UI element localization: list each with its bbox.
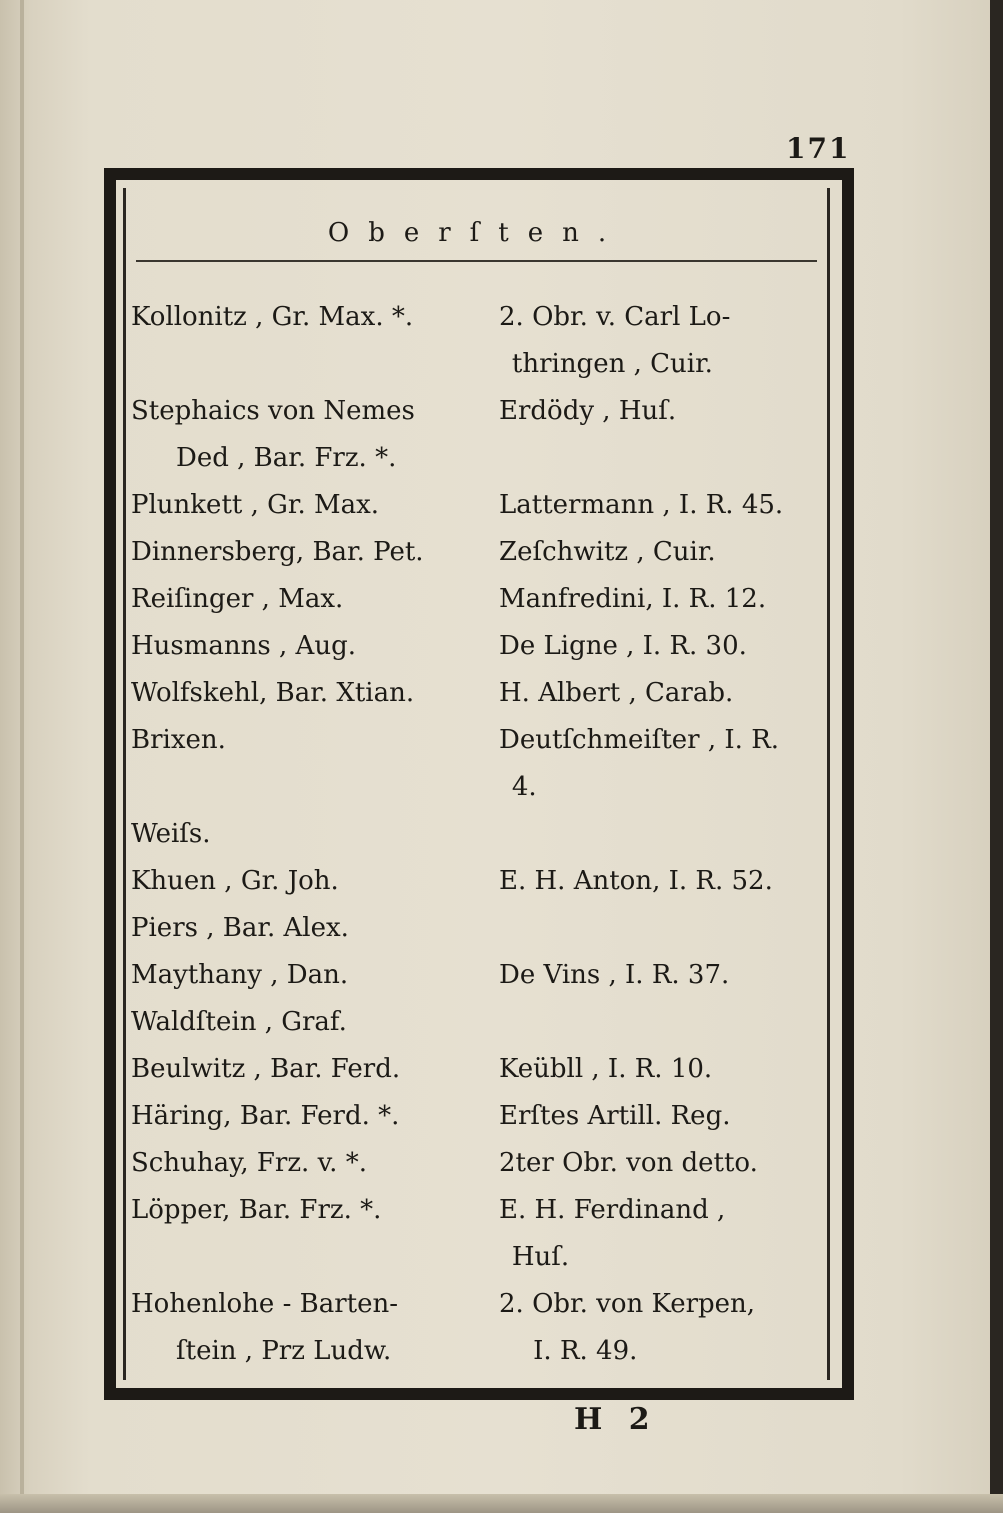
officer-name: Beulwitz , Bar. Ferd. xyxy=(131,1054,401,1084)
officer-name: Khuen , Gr. Joh. xyxy=(131,866,339,896)
officer-name: Schuhay, Frz. v. *. xyxy=(131,1148,367,1178)
regiment: De Ligne , I. R. 30. xyxy=(499,631,747,661)
regiment: De Vins , I. R. 37. xyxy=(499,960,730,990)
regiment: 4. xyxy=(511,772,537,802)
table-row xyxy=(131,905,831,952)
regiment: Erdödy , Huſ. xyxy=(499,396,677,426)
table-inner xyxy=(123,188,830,1380)
table-row xyxy=(131,435,831,482)
regiment: Lattermann , I. R. 45. xyxy=(499,490,784,520)
officer-name: Stephaics von Nemes xyxy=(131,396,415,426)
regiment xyxy=(499,905,829,952)
regiment: Huſ. xyxy=(511,1242,570,1272)
table-row xyxy=(131,1187,831,1234)
table-row xyxy=(131,999,831,1046)
table-row xyxy=(131,1046,831,1093)
regiment: Zeſchwitz , Cuir. xyxy=(499,537,716,567)
officer-list xyxy=(131,294,831,1375)
table-row xyxy=(131,764,831,811)
table-row xyxy=(131,482,831,529)
table-row xyxy=(131,1234,831,1281)
regiment: 2. Obr. v. Carl Lo- xyxy=(499,302,731,332)
regiment: I. R. 49. xyxy=(533,1336,638,1366)
regiment: thringen , Cuir. xyxy=(511,349,713,379)
regiment xyxy=(499,999,829,1046)
table-frame xyxy=(104,168,854,1400)
table-row xyxy=(131,388,831,435)
table-row xyxy=(131,529,831,576)
officer-name: Ded , Bar. Frz. *. xyxy=(176,443,397,473)
officer-name: Husmanns , Aug. xyxy=(131,631,356,661)
officer-name: Waldſtein , Graf. xyxy=(131,1007,347,1037)
regiment xyxy=(499,811,829,858)
table-row xyxy=(131,576,831,623)
section-title: Oberſten. xyxy=(327,218,626,248)
officer-name: Wolfskehl, Bar. Xtian. xyxy=(131,678,415,708)
gutter-line xyxy=(20,0,24,1513)
officer-name: Hohenlohe - Barten- xyxy=(131,1289,399,1319)
officer-name xyxy=(131,341,487,388)
table-row xyxy=(131,1140,831,1187)
regiment: Manfredini, I. R. 12. xyxy=(499,584,767,614)
officer-name: Kollonitz , Gr. Max. *. xyxy=(131,302,414,332)
officer-name xyxy=(131,1234,487,1281)
regiment: 2. Obr. von Kerpen, xyxy=(499,1289,756,1319)
page-number: 171 xyxy=(786,132,851,165)
signature-mark: H 2 xyxy=(574,1402,658,1437)
officer-name: Piers , Bar. Alex. xyxy=(131,913,349,943)
regiment xyxy=(521,435,831,482)
regiment: E. H. Anton, I. R. 52. xyxy=(499,866,773,896)
officer-name xyxy=(131,764,487,811)
table-row xyxy=(131,341,831,388)
title-rule xyxy=(136,260,817,262)
officer-name: Häring, Bar. Ferd. *. xyxy=(131,1101,400,1131)
bottom-shadow xyxy=(0,1494,1003,1513)
page-edge xyxy=(990,0,1003,1513)
officer-name: Brixen. xyxy=(131,725,226,755)
regiment: Keübll , I. R. 10. xyxy=(499,1054,713,1084)
table-row xyxy=(131,952,831,999)
regiment: Erſtes Artill. Reg. xyxy=(499,1101,731,1131)
regiment: H. Albert , Carab. xyxy=(499,678,734,708)
regiment: 2ter Obr. von detto. xyxy=(499,1148,758,1178)
table-row xyxy=(131,811,831,858)
table-row xyxy=(131,294,831,341)
officer-name: Weiſs. xyxy=(131,819,211,849)
regiment: E. H. Ferdinand , xyxy=(499,1195,726,1225)
table-row xyxy=(131,1328,831,1375)
officer-name: Löpper, Bar. Frz. *. xyxy=(131,1195,382,1225)
officer-name: ſtein , Prz Ludw. xyxy=(176,1336,392,1366)
table-row xyxy=(131,670,831,717)
table-row xyxy=(131,623,831,670)
officer-name: Plunkett , Gr. Max. xyxy=(131,490,380,520)
table-row xyxy=(131,858,831,905)
officer-name: Reiſinger , Max. xyxy=(131,584,344,614)
table-row xyxy=(131,717,831,764)
table-row xyxy=(131,1093,831,1140)
regiment: Deutſchmeiſter , I. R. xyxy=(499,725,780,755)
officer-name: Dinnersberg, Bar. Pet. xyxy=(131,537,424,567)
table-row xyxy=(131,1281,831,1328)
officer-name: Maythany , Dan. xyxy=(131,960,349,990)
